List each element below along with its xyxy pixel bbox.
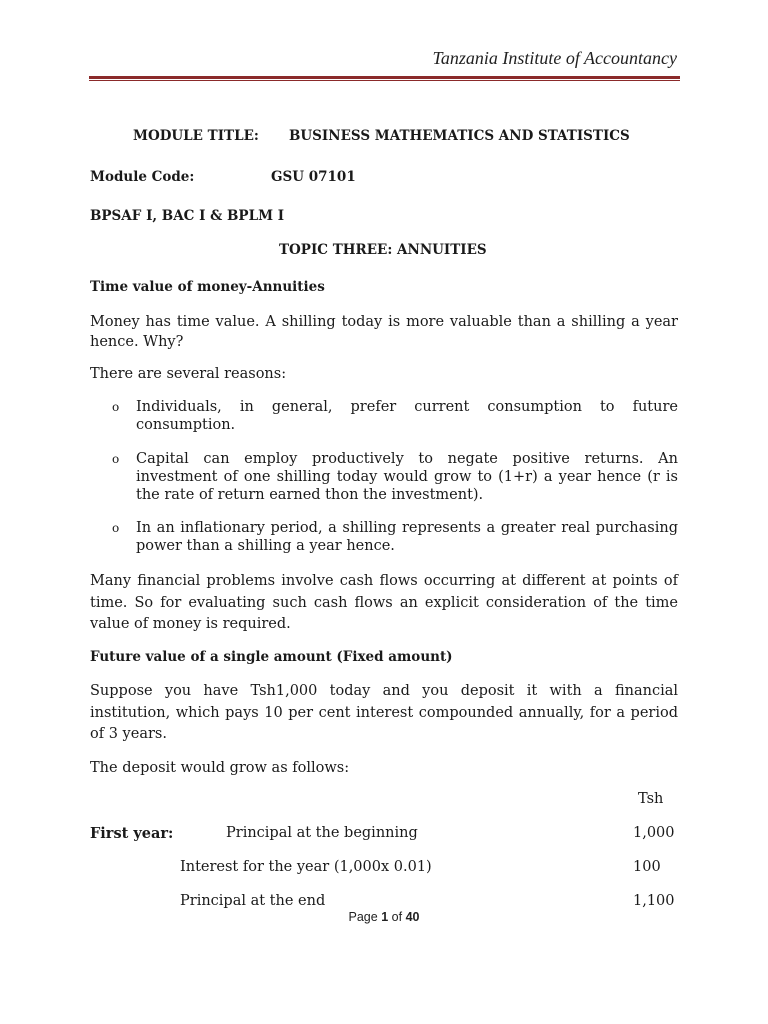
table-row-value: 100 — [633, 859, 661, 875]
bullet-marker: o — [112, 452, 120, 466]
programmes: BPSAF I, BAC I & BPLM I — [90, 208, 285, 224]
table-row-label: Interest for the year (1,000x 0.01) — [180, 859, 432, 875]
page-number: 1 — [381, 910, 389, 924]
table-row-value: 1,100 — [633, 893, 675, 909]
page-total: 40 — [405, 910, 420, 924]
module-code-label: Module Code: — [90, 169, 195, 185]
year-label: First year: — [90, 825, 174, 842]
header-rule-thin — [89, 80, 680, 81]
topic-heading: TOPIC THREE: ANNUITIES — [279, 242, 487, 258]
page-footer — [0, 910, 768, 924]
paragraph-cash-flows: Many financial problems involve cash flows occurring at different at points of time. So for evaluating such cash flows an explicit consideration of the time value of money is required. — [90, 573, 678, 632]
paragraph-deposit-growth: The deposit would grow as follows: — [90, 760, 350, 776]
section-heading-future-value: Future value of a single amount (Fixed amount) — [90, 649, 453, 665]
module-title-value: BUSINESS MATHEMATICS AND STATISTICS — [289, 128, 630, 144]
bullet-item: In an inflationary period, a shilling represents a greater real purchasing power than a shilling a year hence. — [136, 520, 678, 554]
bullet-item: Capital can employ productively to negate positive returns. An investment of one shilling today would grow to (1+r) a year hence (r is the rate of return earned thon the investment). — [136, 451, 678, 503]
page-of: of — [391, 910, 403, 924]
bullet-item: Individuals, in general, prefer current consumption to future consumption. — [136, 399, 678, 433]
module-code-value: GSU 07101 — [271, 169, 356, 185]
header-rule — [89, 76, 680, 79]
table-row-label: Principal at the end — [180, 893, 326, 909]
bullet-marker: o — [112, 400, 120, 414]
paragraph-deposit-example: Suppose you have Tsh1,000 today and you deposit it with a financial institution, which pays 10 per cent interest compounded annually, for a period of 3 years. — [90, 683, 678, 742]
paragraph-reasons: There are several reasons: — [90, 366, 287, 382]
table-row-label: Principal at the beginning — [226, 825, 418, 841]
bullet-marker: o — [112, 521, 120, 535]
table-row-value: 1,000 — [633, 825, 675, 841]
page-prefix: Page — [348, 910, 378, 924]
module-title-label: MODULE TITLE: — [133, 128, 259, 144]
institution-name: Tanzania Institute of Accountancy — [432, 48, 677, 68]
currency-column-header: Tsh — [638, 791, 664, 807]
section-heading-time-value: Time value of money-Annuities — [90, 279, 325, 295]
paragraph-intro: Money has time value. A shilling today is more valuable than a shilling a year hence. Why? — [90, 314, 678, 350]
